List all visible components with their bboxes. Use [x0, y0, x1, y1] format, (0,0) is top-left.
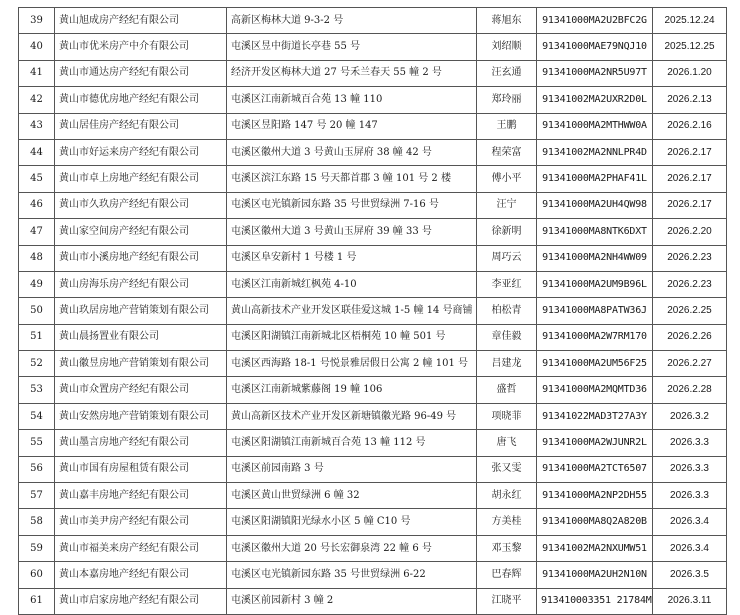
legal-representative: 张又雯: [477, 456, 537, 482]
company-address: 屯溪区江南新城红枫苑 4-10: [227, 271, 477, 297]
table-row: [19, 219, 727, 245]
company-name: 黄山居佳房产经纪有限公司: [55, 113, 227, 139]
company-name: 黄山市美尹房产经纪有限公司: [55, 509, 227, 535]
legal-representative: 方美桂: [477, 509, 537, 535]
legal-representative: 胡永红: [477, 483, 537, 509]
row-number: 55: [19, 430, 55, 456]
table-row: [19, 113, 727, 139]
record-date: 2026.2.17: [653, 166, 727, 192]
company-address: 屯溪区屯光镇新园东路 35 号世贸绿洲 7-16 号: [227, 192, 477, 218]
row-number: 58: [19, 509, 55, 535]
row-number: 45: [19, 166, 55, 192]
record-date: 2026.2.17: [653, 139, 727, 165]
credit-code: 91341000MA2UM9B96L: [537, 271, 653, 297]
credit-code: 91341000MA2WJUNR2L: [537, 430, 653, 456]
company-address: 屯溪区前园新村 3 幢 2: [227, 588, 477, 614]
company-name: 黄山市好运来房产经纪有限公司: [55, 139, 227, 165]
credit-code: 91341000MA2PHAF41L: [537, 166, 653, 192]
legal-representative: 郑玲丽: [477, 87, 537, 113]
record-date: 2026.3.3: [653, 430, 727, 456]
credit-code: 91341000MA2UH2N10N: [537, 562, 653, 588]
row-number: 51: [19, 324, 55, 350]
company-address: 屯溪区阳湖镇江南新城百合苑 13 幢 112 号: [227, 430, 477, 456]
row-number: 59: [19, 535, 55, 561]
row-number: 42: [19, 87, 55, 113]
legal-representative: 江晓平: [477, 588, 537, 614]
company-address: 屯溪区徽州大道 20 号长宏御泉湾 22 幢 6 号: [227, 535, 477, 561]
company-name: 黄山市通达房产经纪有限公司: [55, 60, 227, 86]
row-number: 56: [19, 456, 55, 482]
table-row: [19, 271, 727, 297]
credit-code: 91341000MAE79NQJ10: [537, 34, 653, 60]
legal-representative: 吕建龙: [477, 351, 537, 377]
credit-code: 91341000MA2NP2DH55: [537, 483, 653, 509]
company-name: 黄山市德优房地产经纪有限公司: [55, 87, 227, 113]
table-row: [19, 351, 727, 377]
credit-code: 91341000MA8NTK6DXT: [537, 219, 653, 245]
table-row: [19, 509, 727, 535]
registry-table-body: [19, 8, 727, 615]
credit-code: 91341002MA2NXUMW51: [537, 535, 653, 561]
table-row: [19, 403, 727, 429]
company-address: 屯溪区阳湖镇江南新城北区梧桐苑 10 幢 501 号: [227, 324, 477, 350]
company-address: 屯溪区徽州大道 3 号黄山玉屏府 39 幢 33 号: [227, 219, 477, 245]
legal-representative: 汪宁: [477, 192, 537, 218]
legal-representative: 程荣富: [477, 139, 537, 165]
table-row: [19, 245, 727, 271]
record-date: 2026.3.3: [653, 456, 727, 482]
record-date: 2026.2.16: [653, 113, 727, 139]
credit-code: 91341000MA2NH4WW09: [537, 245, 653, 271]
table-row: [19, 430, 727, 456]
credit-code: 91341000MA2UM56F25: [537, 351, 653, 377]
row-number: 53: [19, 377, 55, 403]
record-date: 2026.2.28: [653, 377, 727, 403]
row-number: 44: [19, 139, 55, 165]
credit-code: 91341000MA2NR5U97T: [537, 60, 653, 86]
record-date: 2026.3.4: [653, 535, 727, 561]
company-address: 屯溪区昱阳路 147 号 20 幢 147: [227, 113, 477, 139]
table-row: [19, 483, 727, 509]
row-number: 52: [19, 351, 55, 377]
legal-representative: 唐飞: [477, 430, 537, 456]
row-number: 40: [19, 34, 55, 60]
company-name: 黄山安然房地产营销策划有限公司: [55, 403, 227, 429]
record-date: 2025.12.24: [653, 8, 727, 34]
row-number: 43: [19, 113, 55, 139]
table-row: [19, 298, 727, 324]
company-address: 屯溪区屯光镇新园东路 35 号世贸绿洲 6-22: [227, 562, 477, 588]
company-name: 黄山旭成房产经纪有限公司: [55, 8, 227, 34]
company-address: 屯溪区阜安新村 1 号楼 1 号: [227, 245, 477, 271]
table-row: [19, 192, 727, 218]
legal-representative: 邓玉黎: [477, 535, 537, 561]
table-row: [19, 456, 727, 482]
record-date: 2026.2.20: [653, 219, 727, 245]
legal-representative: 盛哲: [477, 377, 537, 403]
credit-code: 91341002MA2UXR2D0L: [537, 87, 653, 113]
company-name: 黄山市小溪房地产经纪有限公司: [55, 245, 227, 271]
legal-representative: 柏松青: [477, 298, 537, 324]
legal-representative: 刘绍顺: [477, 34, 537, 60]
company-name: 黄山市卓上房地产经纪有限公司: [55, 166, 227, 192]
record-date: 2026.3.11: [653, 588, 727, 614]
legal-representative: 汪玄通: [477, 60, 537, 86]
table-row: [19, 588, 727, 614]
company-address: 屯溪区江南新城紫藤阁 19 幢 106: [227, 377, 477, 403]
company-address: 屯溪区阳湖镇阳光绿水小区 5 幢 C10 号: [227, 509, 477, 535]
record-date: 2026.2.23: [653, 271, 727, 297]
table-row: [19, 562, 727, 588]
legal-representative: 徐新明: [477, 219, 537, 245]
credit-code: 91341000MA2UH4QW98: [537, 192, 653, 218]
company-name: 黄山晨扬置业有限公司: [55, 324, 227, 350]
row-number: 49: [19, 271, 55, 297]
credit-code: 91341002MA2NNLPR4D: [537, 139, 653, 165]
table-row: [19, 324, 727, 350]
record-date: 2026.3.3: [653, 483, 727, 509]
table-row: [19, 34, 727, 60]
company-name: 黄山家空间房产经纪有限公司: [55, 219, 227, 245]
record-date: 2026.2.27: [653, 351, 727, 377]
table-row: [19, 87, 727, 113]
row-number: 48: [19, 245, 55, 271]
company-address: 屯溪区徽州大道 3 号黄山玉屏府 38 幢 42 号: [227, 139, 477, 165]
table-row: [19, 166, 727, 192]
table-row: [19, 377, 727, 403]
company-name: 黄山市福美来房产经纪有限公司: [55, 535, 227, 561]
company-address: 屯溪区黄山世贸绿洲 6 幢 32: [227, 483, 477, 509]
record-date: 2026.2.13: [653, 87, 727, 113]
credit-code: 91341000MA2W7RM170: [537, 324, 653, 350]
company-name: 黄山市国有房屋租赁有限公司: [55, 456, 227, 482]
record-date: 2026.3.4: [653, 509, 727, 535]
record-date: 2025.12.25: [653, 34, 727, 60]
company-name: 黄山市启家房地产经纪有限公司: [55, 588, 227, 614]
row-number: 60: [19, 562, 55, 588]
company-address: 屯溪区昱中街道长亭巷 55 号: [227, 34, 477, 60]
legal-representative: 李亚红: [477, 271, 537, 297]
company-address: 屯溪区滨江东路 15 号天都首郡 3 幢 101 号 2 楼: [227, 166, 477, 192]
company-name: 黄山玖居房地产营销策划有限公司: [55, 298, 227, 324]
row-number: 50: [19, 298, 55, 324]
credit-code: 91341000MA8PATW36J: [537, 298, 653, 324]
company-name: 黄山市众置房产经纪有限公司: [55, 377, 227, 403]
company-address: 经济开发区梅林大道 27 号禾兰春天 55 幢 2 号: [227, 60, 477, 86]
record-date: 2026.2.25: [653, 298, 727, 324]
credit-code: 913410003351 21784M: [537, 588, 653, 614]
company-address: 黄山高新技术产业开发区联佳爱这城 1-5 幢 14 号商铺: [227, 298, 477, 324]
table-row: [19, 60, 727, 86]
credit-code: 91341022MAD3T27A3Y: [537, 403, 653, 429]
legal-representative: 王鹏: [477, 113, 537, 139]
company-address: 黄山高新区技术产业开发区新塘镇徽光路 96-49 号: [227, 403, 477, 429]
table-row: [19, 139, 727, 165]
company-address: 高新区梅林大道 9-3-2 号: [227, 8, 477, 34]
row-number: 61: [19, 588, 55, 614]
table-row: [19, 535, 727, 561]
credit-code: 91341000MA2MTHWW0A: [537, 113, 653, 139]
record-date: 2026.3.5: [653, 562, 727, 588]
company-name: 黄山徽昱房地产营销策划有限公司: [55, 351, 227, 377]
company-name: 黄山墨言房地产经纪有限公司: [55, 430, 227, 456]
company-name: 黄山本嘉房地产经纪有限公司: [55, 562, 227, 588]
record-date: 2026.1.20: [653, 60, 727, 86]
row-number: 46: [19, 192, 55, 218]
legal-representative: 傅小平: [477, 166, 537, 192]
company-name: 黄山市久玖房产经纪有限公司: [55, 192, 227, 218]
legal-representative: 项晓菲: [477, 403, 537, 429]
row-number: 47: [19, 219, 55, 245]
credit-code: 91341000MA2MQMTD36: [537, 377, 653, 403]
company-name: 黄山房海乐房产经纪有限公司: [55, 271, 227, 297]
credit-code: 91341000MA8Q2A820B: [537, 509, 653, 535]
row-number: 39: [19, 8, 55, 34]
credit-code: 91341000MA2U2BFC2G: [537, 8, 653, 34]
registry-table: [18, 7, 727, 615]
record-date: 2026.2.23: [653, 245, 727, 271]
company-name: 黄山市优米房产中介有限公司: [55, 34, 227, 60]
legal-representative: 蒋旭东: [477, 8, 537, 34]
company-address: 屯溪区前园南路 3 号: [227, 456, 477, 482]
record-date: 2026.2.26: [653, 324, 727, 350]
record-date: 2026.3.2: [653, 403, 727, 429]
credit-code: 91341000MA2TCT6507: [537, 456, 653, 482]
legal-representative: 周巧云: [477, 245, 537, 271]
company-name: 黄山嘉丰房地产经纪有限公司: [55, 483, 227, 509]
company-address: 屯溪区西海路 18-1 号悦景雅居假日公寓 2 幢 101 号: [227, 351, 477, 377]
table-row: [19, 8, 727, 34]
legal-representative: 巴春辉: [477, 562, 537, 588]
row-number: 41: [19, 60, 55, 86]
row-number: 54: [19, 403, 55, 429]
company-address: 屯溪区江南新城百合苑 13 幢 110: [227, 87, 477, 113]
record-date: 2026.2.17: [653, 192, 727, 218]
row-number: 57: [19, 483, 55, 509]
legal-representative: 章佳毅: [477, 324, 537, 350]
